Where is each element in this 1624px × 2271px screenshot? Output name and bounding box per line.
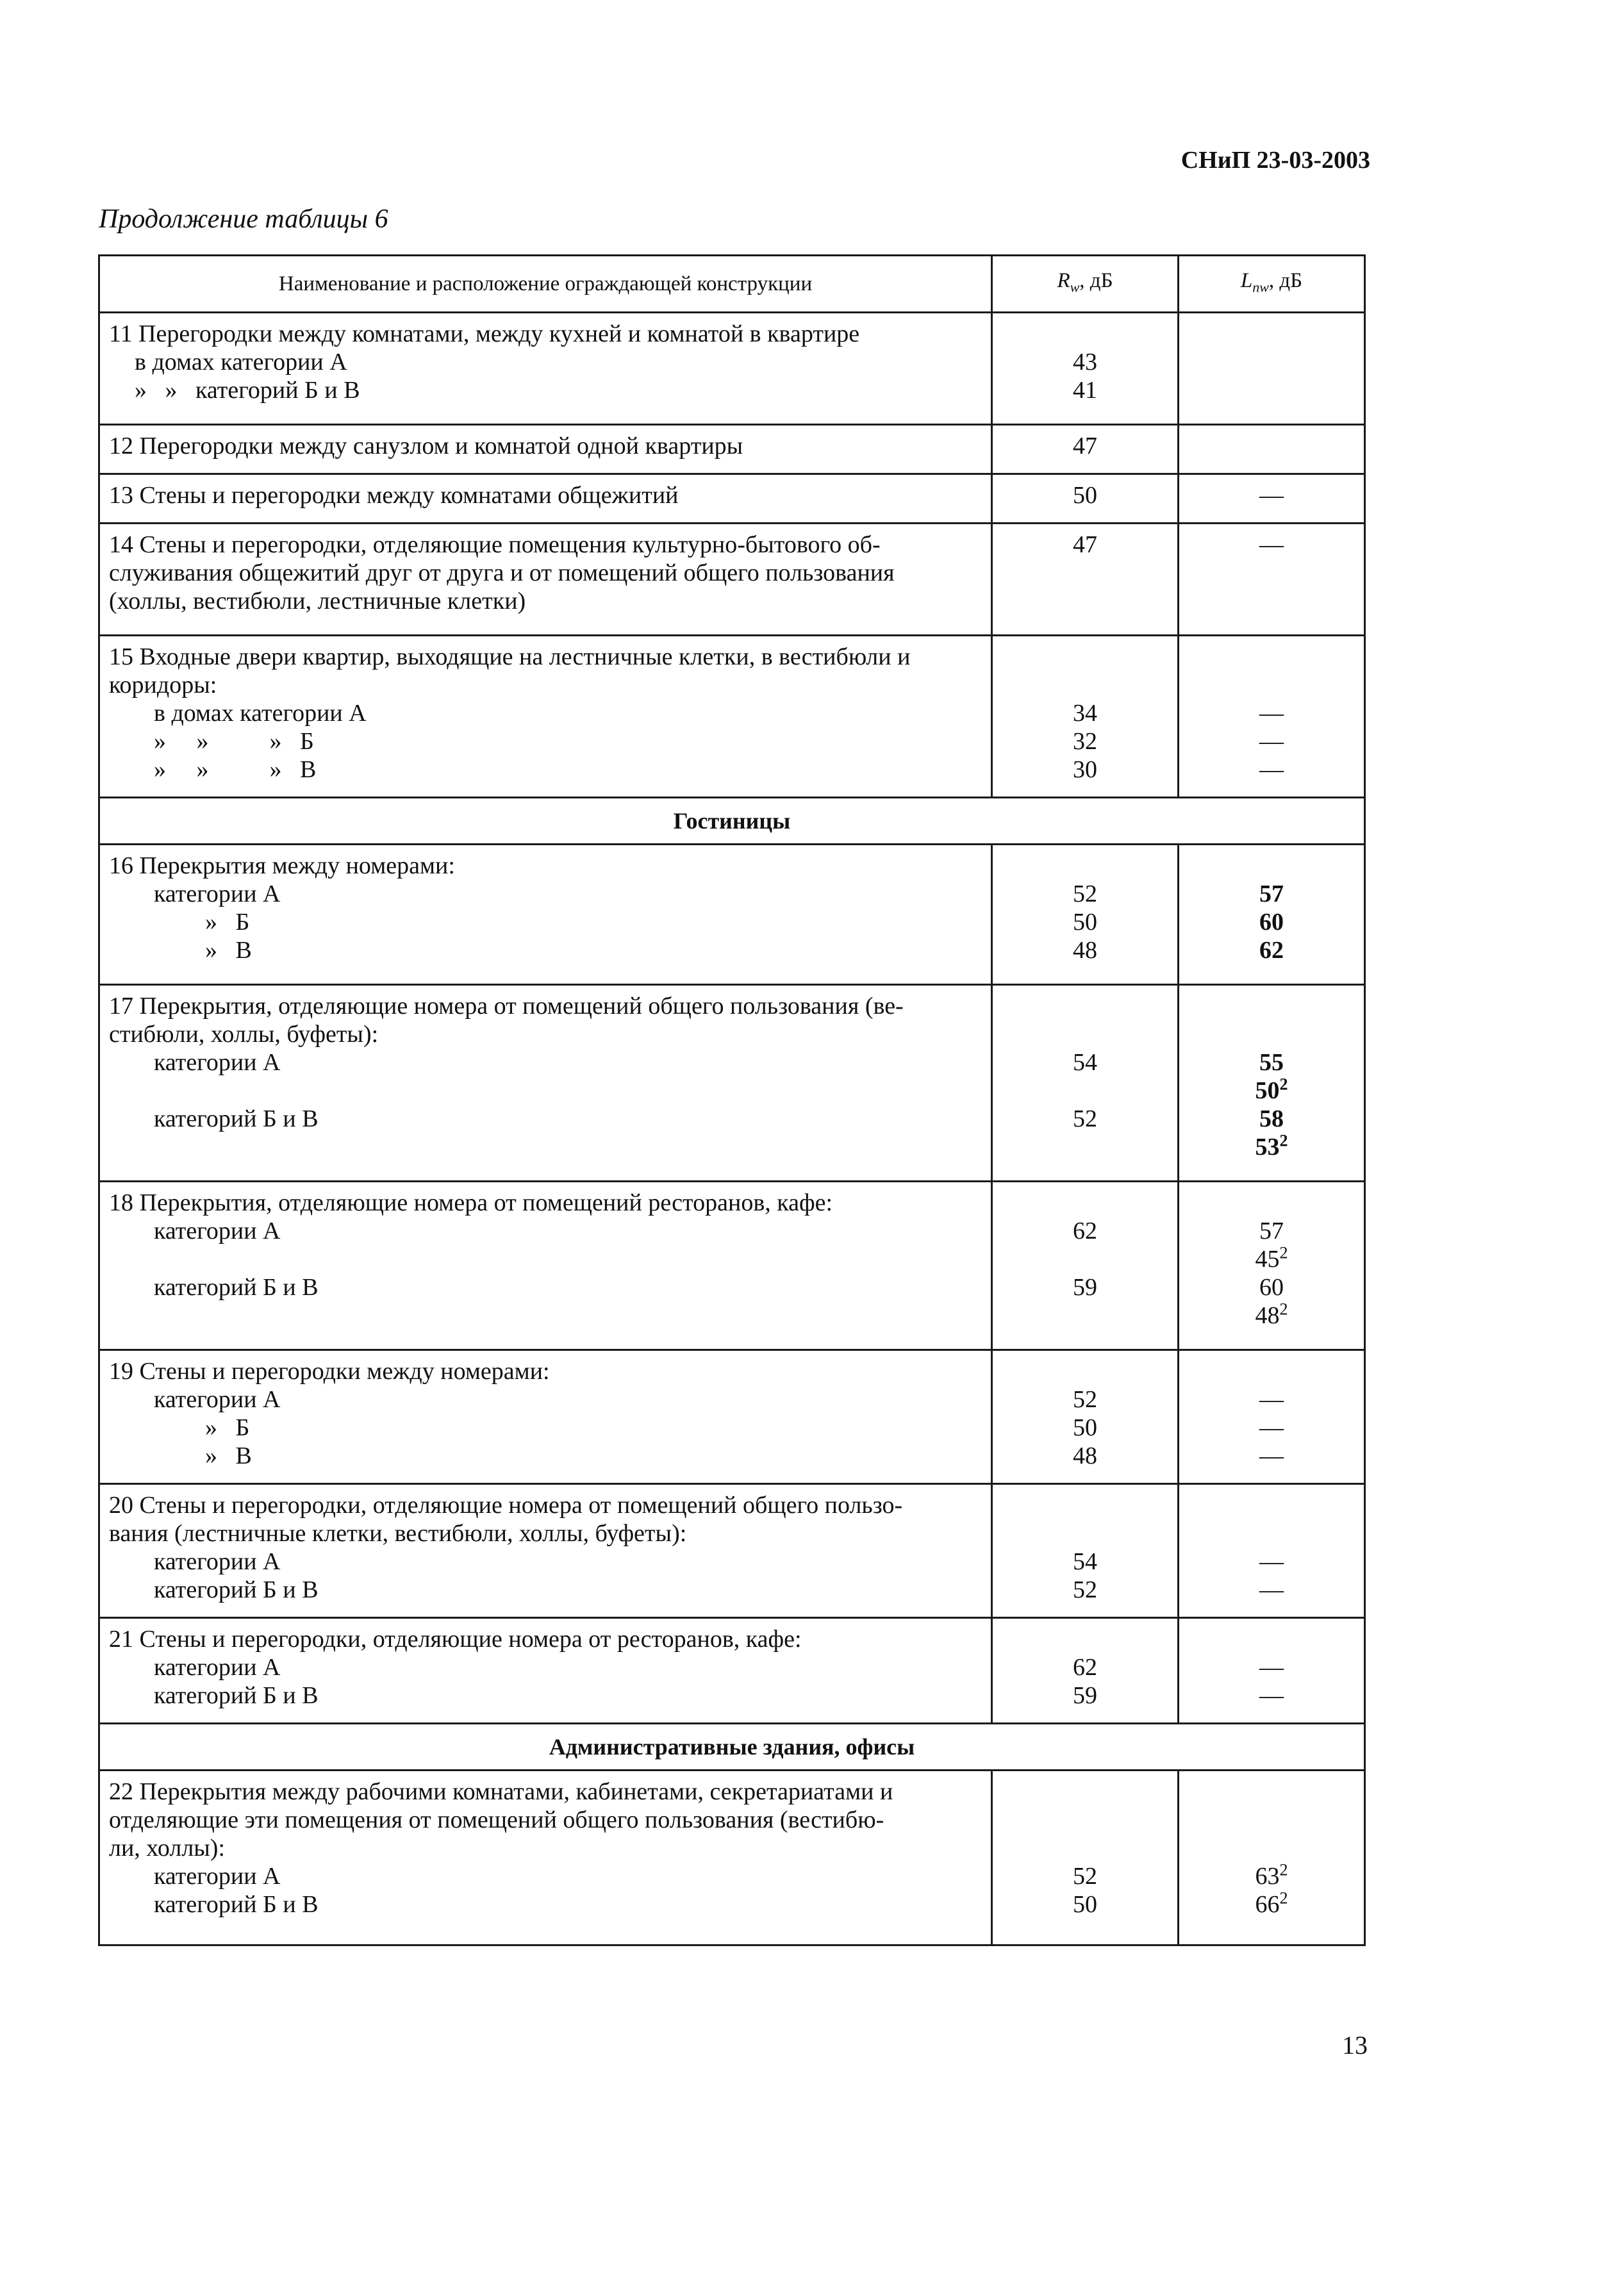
row-lnw <box>1179 425 1365 474</box>
row-name: 21 Стены и перегородки, отделяющие номера от ресторанов, кафе: категории А категорий Б и В <box>99 1618 992 1724</box>
row-rw: 47 <box>992 524 1179 636</box>
row-rw: 54 52 <box>992 1484 1179 1618</box>
document-code: СНиП 23-03-2003 <box>1181 147 1370 174</box>
section-row <box>99 798 1365 845</box>
page-number: 13 <box>1342 2031 1368 2060</box>
table-row <box>99 1350 1365 1484</box>
row-lnw: — <box>1179 474 1365 524</box>
table-caption: Продолжение таблицы 6 <box>99 204 388 234</box>
row-name: 19 Стены и перегородки между номерами: категории А » Б » В <box>99 1350 992 1484</box>
row-rw: 43 41 <box>992 313 1179 425</box>
row-name: 18 Перекрытия, отделяющие номера от помещений ресторанов, кафе: категории А категорий Б и В <box>99 1182 992 1350</box>
row-rw: 62 59 <box>992 1182 1179 1350</box>
row-rw: 54 52 <box>992 985 1179 1182</box>
row-rw: 52 50 <box>992 1771 1179 1945</box>
table-row <box>99 636 1365 798</box>
row-lnw: 55 $50^2$ 58 $53^2$ <box>1179 985 1365 1182</box>
row-lnw: 57 60 62 <box>1179 845 1365 985</box>
row-lnw <box>1179 313 1365 425</box>
table-row <box>99 474 1365 524</box>
table-row <box>99 425 1365 474</box>
row-name: 13 Стены и перегородки между комнатами общежитий <box>99 474 992 524</box>
sound-insulation-table <box>98 254 1366 1946</box>
table-row <box>99 985 1365 1182</box>
table-header-row <box>99 256 1365 313</box>
row-rw: 52 50 48 <box>992 845 1179 985</box>
row-lnw: — — — <box>1179 636 1365 798</box>
row-lnw: — — — <box>1179 1350 1365 1484</box>
row-lnw: — <box>1179 524 1365 636</box>
row-name: 11 Перегородки между комнатами, между кухней и комнатой в квартире в домах категории А » » категорий Б и В <box>99 313 992 425</box>
table-row <box>99 1618 1365 1724</box>
table-row <box>99 1182 1365 1350</box>
row-rw: 50 <box>992 474 1179 524</box>
row-lnw: — — <box>1179 1484 1365 1618</box>
table-row <box>99 313 1365 425</box>
table-row <box>99 1771 1365 1945</box>
row-lnw: $63^2$ $66^2$ <box>1179 1771 1365 1945</box>
table-row <box>99 524 1365 636</box>
header-name: Наименование и расположение ограждающей конструкции <box>99 256 992 313</box>
row-name: 12 Перегородки между санузлом и комнатой одной квартиры <box>99 425 992 474</box>
row-name: 16 Перекрытия между номерами: категории А » Б » В <box>99 845 992 985</box>
section-title-hotels: Гостиницы <box>99 798 1365 845</box>
row-name: 17 Перекрытия, отделяющие номера от помещений общего пользования (ве- стибюли, холлы, буфеты): категории А категорий Б и В <box>99 985 992 1182</box>
row-name: 22 Перекрытия между рабочими комнатами, кабинетами, секретариатами и отделяющие эти помещения от помещений общего пользования (вестибю- ли, холлы): категории А категорий Б и В <box>99 1771 992 1945</box>
row-lnw: — — <box>1179 1618 1365 1724</box>
row-lnw: 57 $45^2$ 60 $48^2$ <box>1179 1182 1365 1350</box>
header-lnw: $L_{nw}$, дБ <box>1179 256 1365 313</box>
row-rw: 47 <box>992 425 1179 474</box>
table-row <box>99 845 1365 985</box>
section-title-admin: Административные здания, офисы <box>99 1724 1365 1771</box>
header-rw: $R_w$, дБ <box>992 256 1179 313</box>
row-rw: 34 32 30 <box>992 636 1179 798</box>
row-rw: 52 50 48 <box>992 1350 1179 1484</box>
row-rw: 62 59 <box>992 1618 1179 1724</box>
table-row <box>99 1484 1365 1618</box>
row-name: 14 Стены и перегородки, отделяющие помещения культурно-бытового об- служивания общежитий друг от друга и от помещений общего пользования (холлы, вестибюли, лестничные клетки) <box>99 524 992 636</box>
section-row <box>99 1724 1365 1771</box>
table-container <box>98 254 1364 1946</box>
row-name: 15 Входные двери квартир, выходящие на лестничные клетки, в вестибюли и коридоры: в домах категории А » » » Б » » » В <box>99 636 992 798</box>
row-name: 20 Стены и перегородки, отделяющие номера от помещений общего пользо- вания (лестничные клетки, вестибюли, холлы, буфеты): категории А категорий Б и В <box>99 1484 992 1618</box>
